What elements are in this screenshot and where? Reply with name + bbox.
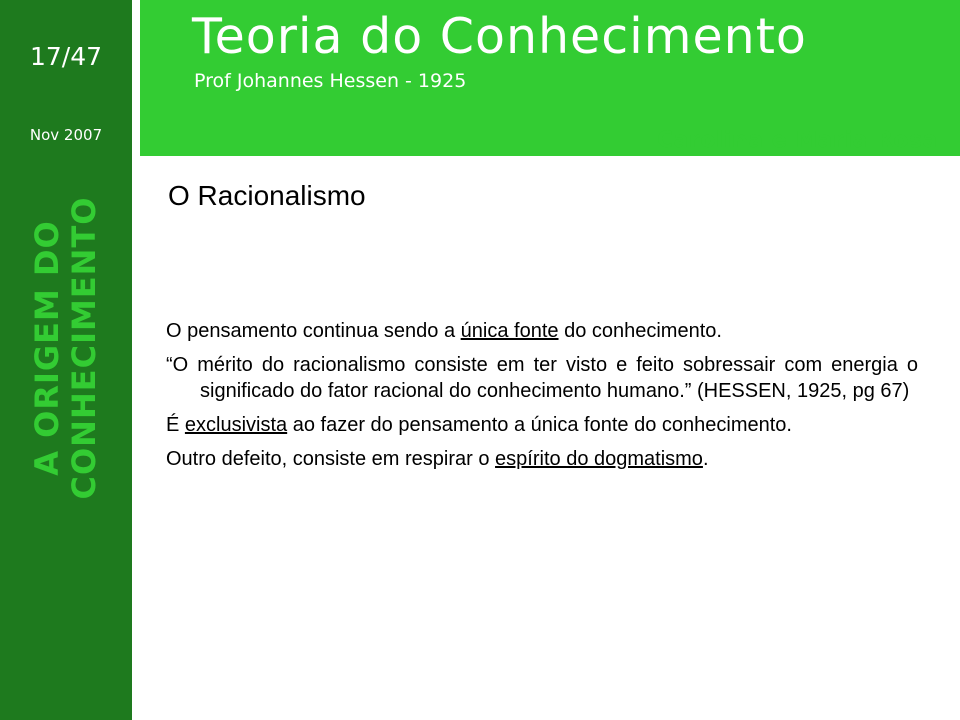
- paragraph-4: [166, 446, 918, 472]
- p4-underlined: espírito do dogmatismo: [495, 448, 703, 470]
- section-title-line1: A ORIGEM DO: [28, 220, 66, 476]
- p3-after: ao fazer do pensamento a única fonte do conhecimento.: [287, 414, 792, 436]
- presentation-subtitle: Prof Johannes Hessen - 1925: [194, 70, 467, 92]
- paragraph-1: [166, 318, 918, 344]
- authors: Carolina e Maria Rosa: [657, 128, 938, 153]
- p4-before: Outro defeito, consiste em respirar o: [166, 448, 496, 470]
- p1-after: do conhecimento.: [558, 320, 722, 342]
- content-body: [166, 318, 918, 480]
- p3-before: É: [166, 414, 185, 436]
- p3-underlined: exclusivista: [184, 414, 288, 436]
- content-heading: O Racionalismo: [168, 180, 366, 211]
- section-title-line2: CONHECIMENTO: [65, 196, 103, 500]
- slide-number: 17/47: [29, 42, 103, 71]
- paragraph-2: “O mérito do racionalismo consiste em ter visto e feito sobressair com energia o significado do fator racional do conhecimento humano.” (HESSEN, 1925, pg 67): [166, 354, 918, 402]
- presentation-title: Teoria do Conhecimento: [192, 8, 807, 65]
- p4-after: .: [702, 448, 709, 470]
- p1-underlined: única fonte: [460, 320, 559, 342]
- section-title: [29, 138, 103, 558]
- slide-date: Nov 2007: [29, 126, 103, 144]
- paragraph-3: [166, 412, 918, 438]
- p1-before: O pensamento continua sendo a: [166, 320, 461, 342]
